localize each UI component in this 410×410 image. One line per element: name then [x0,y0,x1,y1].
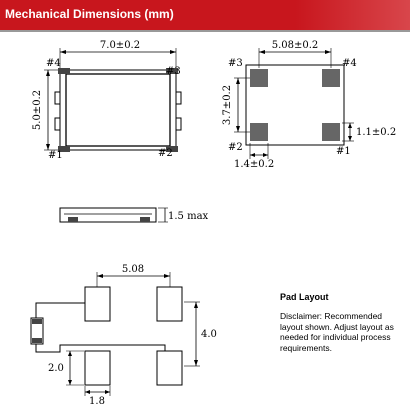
pad-layout-trace [36,303,85,318]
pad-layout [31,264,217,407]
top-view-pin3-label: #3 [166,66,181,77]
pad-layout-span-dim-label: 4.0 [201,329,217,340]
arrowhead [97,274,103,278]
arrowhead [325,50,331,54]
bottom-view-pad [250,123,268,141]
arrowhead [194,302,198,308]
arrowhead [46,70,50,76]
pad-layout-pitch-dim-label: 5.08 [121,264,145,275]
pad-layout-pad [85,351,110,385]
arrowhead [236,78,240,84]
header-title: Mechanical Dimensions (mm) [5,7,174,21]
pad-layout-pad-width-dim-label: 1.8 [89,396,105,407]
arrowhead [170,50,176,54]
arrowhead [250,153,255,157]
arrowhead [259,50,265,54]
pad-layout-pad-height-dim-label: 2.0 [48,363,64,374]
arrowhead [68,380,72,385]
arrowhead [164,274,170,278]
bottom-view-pad-height-dim-label: 1.1±0.2 [356,127,397,138]
top-view-pin1-label: #1 [48,150,63,161]
bottom-view [222,40,396,170]
top-view-side-tab [55,92,60,104]
top-view-width-dim-label: 7.0±0.2 [99,40,141,51]
arrowhead [105,390,110,394]
arrowhead [263,153,268,157]
side-view-pad [68,217,78,222]
bottom-view-pin4-label: #4 [342,58,357,69]
pad-layout-component-terminal [32,338,42,343]
pad-layout-pad [85,287,110,321]
arrowhead [194,360,198,366]
arrowhead [236,126,240,132]
side-view-pad [140,217,150,222]
arrowhead [348,123,352,128]
bottom-view-width-dim-label: 5.08±0.2 [271,40,319,51]
pad-layout-title: Pad Layout [280,292,329,302]
top-view-side-tab [176,92,181,104]
bottom-view-pin2-label: #2 [228,142,243,153]
top-view-pin2-label: #2 [158,148,173,159]
top-view [32,40,181,161]
arrowhead [68,351,72,356]
bottom-view-pad [250,69,268,87]
arrowhead [348,136,352,141]
bottom-view-height-dim-label: 3.7±0.2 [222,84,233,126]
top-view-side-tab [176,118,181,130]
top-view-side-tab [55,118,60,130]
side-view-height-dim-label: 1.5 max [168,211,209,222]
arrowhead [85,390,90,394]
bottom-view-pin1-label: #1 [336,146,351,157]
pad-layout-disclaimer: Disclaimer: Recommended layout shown. Adjust layout as needed for individual process requirements. [280,311,394,353]
arrowhead [60,50,66,54]
bottom-view-pad [322,69,340,87]
pad-layout-pad [157,351,182,385]
side-view [60,208,209,222]
top-view-pin4-label: #4 [46,58,61,69]
top-view-height-dim-label: 5.0±0.2 [32,89,43,131]
pad-layout-pad [157,287,182,321]
bottom-view-pad-width-dim-label: 1.4±0.2 [234,159,275,170]
bottom-view-pad [322,123,340,141]
bottom-view-pin3-label: #3 [228,58,243,69]
pad-layout-component-terminal [32,319,42,324]
top-view-package-outline [60,70,176,150]
